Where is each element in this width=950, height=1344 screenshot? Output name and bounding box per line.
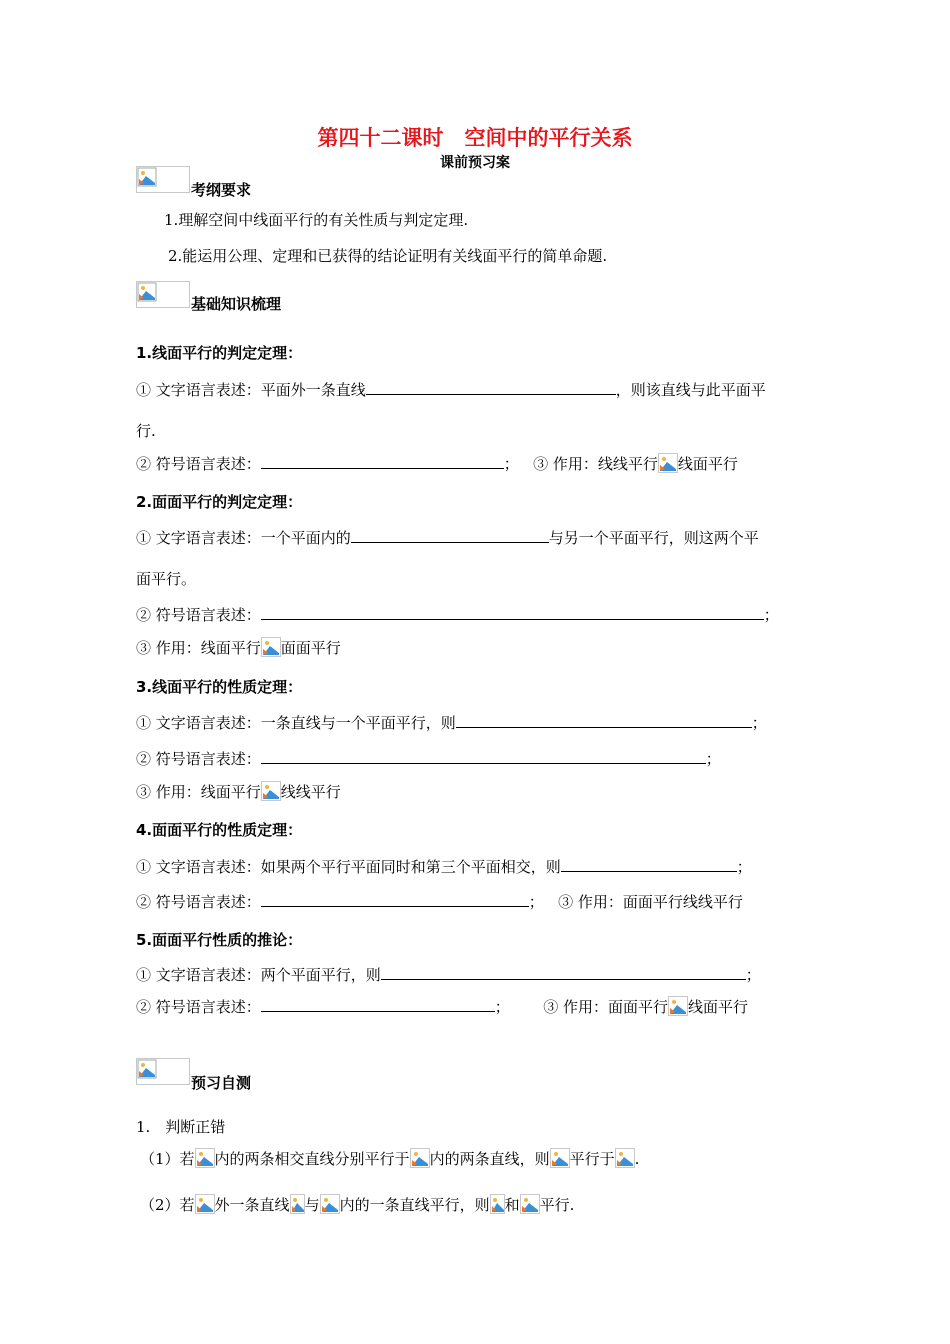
alpha-symbol-image (550, 1148, 570, 1168)
text-segment: ③ 作用：面面平行线线平行 (558, 893, 743, 911)
implies-arrow-icon (261, 781, 281, 801)
theorem-1-text-cont: 行. (136, 422, 156, 440)
fill-blank[interactable] (456, 712, 752, 728)
beta-symbol-image (410, 1148, 430, 1168)
text-segment: （1）若 (140, 1150, 195, 1168)
section-heading-basics: 基础知识梳理 (191, 295, 282, 313)
text-segment: ① 文字语言表述：如果两个平行平面同时和第三个平面相交，则 (136, 858, 561, 876)
page-subtitle: 课前预习案 (440, 155, 510, 171)
fill-blank[interactable] (366, 379, 616, 395)
text-segment: 内的两条直线，则 (429, 1150, 550, 1168)
text-segment: 与 (304, 1196, 320, 1214)
theorem-1-heading: 1.线面平行的判定定理： (136, 344, 303, 362)
theorem-5-symbol-line (136, 996, 748, 1018)
line-a-symbol-image (490, 1194, 505, 1214)
fill-blank[interactable] (261, 891, 529, 907)
text-segment: ； (736, 858, 752, 876)
text-segment: ① 文字语言表述：平面外一条直线 (136, 381, 366, 399)
selftest-question-1: 1. 判断正错 (136, 1118, 226, 1136)
broken-image-icon (137, 282, 157, 302)
text-segment: ③ 作用：线面平行 (136, 783, 261, 801)
text-segment: ； (494, 998, 510, 1016)
outline-item-2: 2.能运用公理、定理和已获得的结论证明有关线面平行的简单命题. (168, 247, 608, 265)
text-segment: ③ 作用：线面平行 (136, 639, 261, 657)
theorem-5-text-line (136, 964, 761, 986)
fill-blank[interactable] (561, 856, 737, 872)
theorem-2-symbol-line (136, 604, 779, 626)
text-segment: ； (503, 455, 519, 473)
text-segment: 内的两条相交直线分别平行于 (214, 1150, 410, 1168)
text-segment: 平行于 (569, 1150, 615, 1168)
text-segment: . (634, 1150, 640, 1168)
section-heading-outline: 考纲要求 (191, 181, 252, 199)
text-segment: ； (705, 750, 721, 768)
text-segment: ③ 作用：面面平行 (543, 998, 668, 1016)
theorem-4-heading: 4.面面平行的性质定理： (136, 821, 303, 839)
alpha-symbol-image (195, 1194, 215, 1214)
text-segment: 线线平行 (280, 783, 341, 801)
selftest-item-2 (140, 1194, 574, 1216)
selftest-item-1 (140, 1148, 639, 1170)
text-segment: ； (763, 606, 779, 624)
text-segment: 内的一条直线平行，则 (339, 1196, 490, 1214)
text-segment: 线面平行 (677, 455, 738, 473)
implies-arrow-icon (658, 453, 678, 473)
text-segment: ① 文字语言表述：两个平面平行，则 (136, 966, 381, 984)
line-a-symbol-image (290, 1194, 305, 1214)
fill-blank[interactable] (351, 527, 549, 543)
text-segment: ② 符号语言表述： (136, 606, 261, 624)
broken-image-icon (137, 167, 157, 187)
alpha-symbol-image (320, 1194, 340, 1214)
text-segment: ； (751, 714, 767, 732)
text-segment: ① 文字语言表述：一个平面内的 (136, 529, 351, 547)
text-segment: ① 文字语言表述：一条直线与一个平面平行，则 (136, 714, 456, 732)
theorem-1-text-line (136, 379, 766, 401)
text-segment: ； (745, 966, 761, 984)
text-segment: ③ 作用：线线平行 (533, 455, 658, 473)
theorem-2-text-cont: 面平行。 (136, 570, 197, 588)
text-segment: （2）若 (140, 1196, 195, 1214)
fill-blank[interactable] (261, 453, 504, 469)
beta-symbol-image (615, 1148, 635, 1168)
theorem-3-text-line (136, 712, 767, 734)
text-segment: 外一条直线 (214, 1196, 290, 1214)
theorem-3-use-line (136, 781, 341, 803)
theorem-2-text-line (136, 527, 759, 549)
implies-arrow-icon (261, 637, 281, 657)
theorem-1-symbol-line (136, 453, 738, 475)
fill-blank[interactable] (261, 604, 764, 620)
text-segment: 与另一个平面平行，则这两个平 (548, 529, 759, 547)
fill-blank[interactable] (381, 964, 746, 980)
theorem-4-text-line (136, 856, 752, 878)
text-segment: ； (528, 893, 544, 911)
fill-blank[interactable] (261, 748, 706, 764)
outline-item-1: 1.理解空间中线面平行的有关性质与判定定理. (164, 211, 469, 229)
theorem-3-heading: 3.线面平行的性质定理： (136, 678, 303, 696)
text-segment: 平行. (539, 1196, 575, 1214)
theorem-2-heading: 2.面面平行的判定定理： (136, 493, 303, 511)
text-segment: 线面平行 (687, 998, 748, 1016)
text-segment: 面面平行 (280, 639, 341, 657)
text-segment: ② 符号语言表述： (136, 893, 261, 911)
theorem-4-symbol-line (136, 891, 743, 913)
section-icon-image (136, 1058, 190, 1085)
broken-image-icon (137, 1059, 157, 1079)
text-segment: 和 (504, 1196, 520, 1214)
text-segment: ② 符号语言表述： (136, 455, 261, 473)
fill-blank[interactable] (261, 996, 495, 1012)
section-icon-image (136, 281, 190, 308)
page-title: 第四十二课时 空间中的平行关系 (317, 126, 633, 150)
alpha-symbol-image (520, 1194, 540, 1214)
text-segment: ② 符号语言表述： (136, 998, 261, 1016)
theorem-5-heading: 5.面面平行性质的推论： (136, 931, 303, 949)
text-segment: ，则该直线与此平面平 (615, 381, 766, 399)
alpha-symbol-image (195, 1148, 215, 1168)
text-segment: ② 符号语言表述： (136, 750, 261, 768)
theorem-2-use-line (136, 637, 341, 659)
implies-arrow-icon (668, 996, 688, 1016)
section-icon-image (136, 166, 190, 193)
theorem-3-symbol-line (136, 748, 721, 770)
section-heading-selftest: 预习自测 (191, 1074, 252, 1092)
